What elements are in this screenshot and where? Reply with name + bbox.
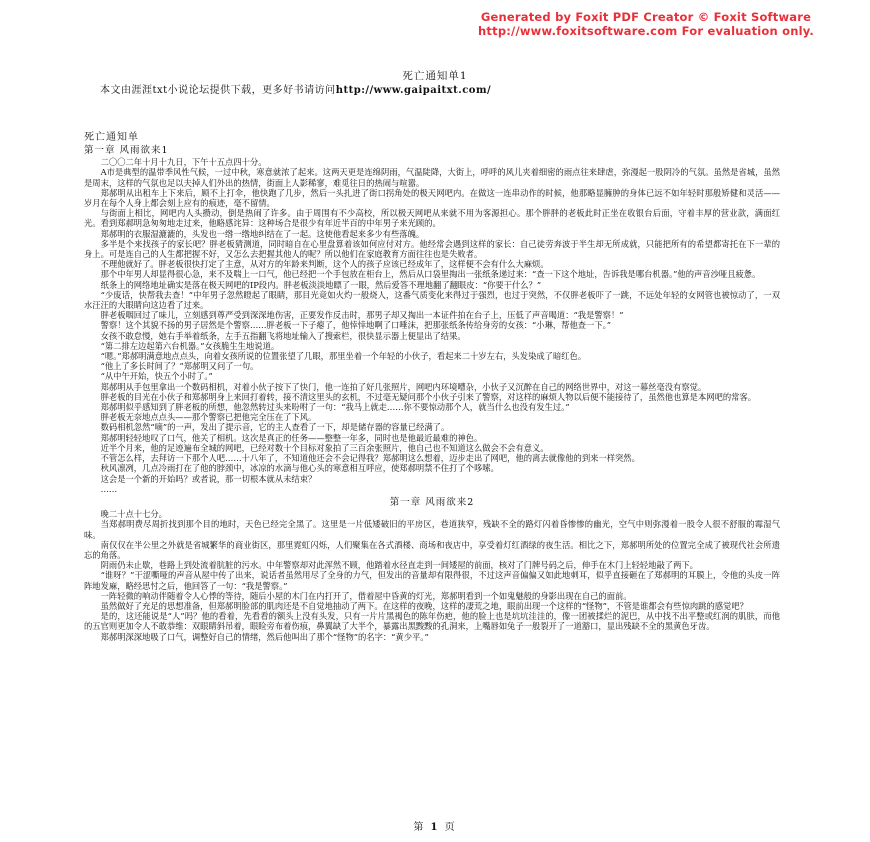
source-url-link[interactable]: http://www.gaipaitxt.com/ (335, 85, 492, 96)
paragraph: 郑郝明从手包里拿出一个数码相机，对着小伙子按下了快门，他一连拍了好几张照片，网吧内环境嘈杂，小伙子又沉醉在自己的网络世界中，对这一幕丝毫没有察觉。 (100, 381, 707, 392)
paragraph: 胖老板无奈地点点头——那个警察已把他完全压在了下风。 (100, 412, 317, 423)
paragraph: “嗯。”郑郝明满意地点点头，向着女孩所说的位置张望了几眼，那里坐着一个年轻的小伙子，看起来二十岁左右，头发染成了暗红色。 (100, 351, 587, 362)
paragraph: 不理他就好了。胖老板很快打定了主意，从对方的年龄来判断，这个人的孩子应该已经成年了，这样便不会有什么大麻烦。 (100, 259, 549, 270)
paragraph: …… (100, 483, 118, 494)
paragraph: 是的，这还能说是“人”吗？他的看着，先看看的额头上没有头发，只有一片片黑褐色的陈年伤疤，他的脸上也是坑坑洼洼的，像一团被揉烂的泥巴，从中找不出平整或红润的肌肤，而他的五官则更加令人不敢恭维：双眼睛斜吊着，眼睑旁布着伤痕，鼻翼缺了大半个，暴露出黑黢黢的孔洞来，上嘴唇如兔子一般裂开了一道豁口，显出残缺不全的黑黄色牙齿。 (84, 611, 780, 632)
paragraph: 二〇〇二年十月十九日，下午十五点四十分。 (100, 157, 267, 168)
page-label-suffix: 页 (444, 822, 457, 833)
paragraph: 数码相机忽然“嘀”的一声，发出了提示音，它的主人查看了一下，却是储存器的容量已经满了。 (100, 422, 450, 433)
paragraph: “少废话，快帮我去查！”中年男子忽然瞪起了眼睛，那目光竟如火灼一般烧人，这番气质变化来得过于强烈，也过于突然，不仅胖老板吓了一跳，不远处年轻的女网管也被惊动了，一双水汪汪的大眼睛向这边看了过来。 (84, 289, 780, 311)
watermark-line-2: http://www.foxitsoftware.com For evaluation only. (478, 24, 814, 38)
paragraph: “谁呀？”干涩嘶哑的声音从屋中传了出来，说话者虽然用尽了全身的力气，但发出的音量却有限得很，不过这声音偏偏又如此地刺耳，似乎直接砸在了郑郝明的耳膜上，令他的头皮一阵阵地发麻，略经思忖之后，他回答了一句：“我是警察。” (84, 570, 780, 591)
paragraph: 那个中年男人却显得很心急，来不及喘上一口气，他已经把一个手包放在柜台上，然后从口袋里掏出一张纸条递过来：“查一下这个地址，告诉我是哪台机器。”他的声音沙哑且疲惫。 (100, 269, 761, 280)
paragraph: 阴雨仍未止歇，巷路上到处流着肮脏的污水。中年警察却对此浑然不顾，他踏着水径直走到一间矮屋的前面，核对了门牌号码之后，伸手在木门上轻轻地敲了两下。 (100, 560, 698, 571)
paragraph: 南仅仅在半公里之外就是省城繁华的商业街区，那里霓虹闪烁，人们聚集在各式酒楼、商场和夜店中，享受着灯红酒绿的夜生活。相比之下，郑郝明所处的位置完全成了被现代社会所遗忘的角落。 (84, 539, 780, 560)
paragraph: 郑郝明的衣服湿漉漉的，头发也一绺一绺地纠结在了一起。这使他看起来多少有些落魄。 (100, 228, 425, 239)
paragraph: 不管怎么样，去拜访一下那个人吧……十八年了，不知道他还会不会记得我？郑郝明这么想着，迈步走出了网吧，他的离去就像他的到来一样突然。 (100, 453, 640, 464)
chapter-1-text (84, 157, 780, 494)
paragraph: 当郑郝明费尽周折找到那个目的地时，天色已经完全黑了。这里是一片低矮破旧的平房区，巷道狭窄，残缺不全的路灯闪着昏惨惨的幽光，空气中则弥漫着一股令人很不舒服的霉湿气味。 (84, 519, 780, 540)
paragraph: 近半个月来，他的足迹遍布全城的网吧，已经对数十个目标对象拍了三百余张照片，他自己也不知道这么做会不会有意义。 (100, 442, 549, 453)
paragraph: 郑郝明轻轻地叹了口气，他关了相机。这次是真正的任务——整整一年多，同时也是他最近最难的神色。 (100, 432, 483, 443)
document-title: 死亡通知单1 (402, 70, 468, 82)
paragraph: 郑郝明深深地吸了口气，调整好自己的情绪，然后他叫出了那个“怪物”的名字：“黄少平。” (100, 631, 429, 642)
paragraph: 郑郝明从出租车上下来后，顾不上打伞，他快跑了几步，然后一头扎进了街口拐角处的极天网吧内。在做这一连串动作的时候，他那略显臃肿的身体已远不如年轻时那般矫健和灵活——岁月在每个人身上都会刻上应有的痕迹，毫不留情。 (84, 187, 780, 209)
paragraph: 秋风凛冽，几点冷雨打在了他的脖颈中，冰凉的水滴与他心头的寒意相互呼应，使郑郝明禁不住打了个哆嗦。 (100, 463, 499, 474)
source-prefix: 本文由涯涯txt小说论坛提供下载，更多好书请访问 (100, 85, 336, 96)
section-title: 死亡通知单 (84, 132, 139, 143)
document-body (84, 146, 780, 642)
page-footer (0, 818, 870, 833)
paragraph: 纸条上的网络地址确实是落在极天网吧的IP段内。胖老板淡淡地瞟了一眼，然后爱答不理地翻了翻眼皮：“你要干什么？” (100, 279, 542, 290)
paragraph: 晚二十点十七分。 (100, 509, 167, 520)
paragraph: “从中午开始，快五个小时了。” (100, 371, 213, 382)
paragraph: “他上了多长时间了？”郑郝明又问了一句。 (100, 361, 259, 372)
paragraph: 这会是一个新的开始吗？或者说，那一切根本就从未结束？ (100, 473, 317, 484)
paragraph: 一阵轻微的响动伴随着令人心悸的等待，随后小屋的木门在内打开了，借着屋中昏黄的灯光，郑郝明看到一个如鬼魅般的身影出现在自己的面前。 (100, 590, 632, 601)
paragraph: “第二排左边起第六台机器。”女孩脆生生地说道。 (100, 340, 280, 351)
paragraph: 警察！这个其貌不扬的男子居然是个警察……胖老板一下子瘪了，他悻悻地啊了口唾沫，把那张纸条传给身旁的女孩：“小琳，帮他查一下。” (100, 320, 612, 331)
page-label-prefix: 第 (413, 822, 426, 833)
paragraph: 胖老板咽回过了味儿，立刻感到尊严受到深深地伤害，正要发作反击时，那男子却又掏出一本证件拍在台子上，压低了声音喝道：“我是警察！” (100, 310, 624, 321)
paragraph: 虽然做好了充足的思想准备，但郑郝明脸部的肌肉还是不自觉地抽动了两下。在这样的夜晚，这样的凄荒之地，眼前出现一个这样的“怪物”，不管是谁都会有些惊肉跳的感觉吧？ (100, 600, 748, 611)
paragraph: 胖老板的目光在小伙子和郑郝明身上来回打着转，接不清这里头的玄机，不过毫无疑问那个小伙子引来了警察，对这样的麻烦人物以后便不能接待了，虽然他也算是本网吧的常客。 (100, 391, 757, 402)
chapter-2-text (84, 509, 780, 642)
paragraph: 女孩不敢怠慢，她右手举着纸条，左手五指翻飞将地址输入了搜索栏，很快显示器上便显出了结果。 (100, 330, 466, 341)
chapter-2-heading: 第一章 风雨欲来2 (389, 496, 475, 508)
foxit-watermark (436, 10, 856, 38)
chapter-1-heading: 第一章 风雨欲来1 (84, 145, 169, 156)
watermark-line-1: Generated by Foxit PDF Creator © Foxit Software (480, 10, 812, 24)
paragraph: 郑郝明似乎感知到了胖老板的所想，他忽然转过头来吩咐了一句：“我马上就走……你不要惊动那个人，就当什么也没有发生过。” (100, 402, 570, 413)
document-source-line (100, 84, 491, 97)
paragraph: 多半是个来找孩子的家长吧？胖老板猜测道，同时暗自在心里盘算着该如何应付对方。他经常会遇到这样的家长：自己徒劳奔波于半生却无所成就，只能把所有的希望都寄托在下一辈的身上。可是连自己的人生都把握不好，又怎么去把握其他人的呢？所以他们在家庭教育方面往往也是失败者。 (84, 238, 780, 260)
paragraph: 与街面上相比，网吧内人头攒动，倒是热闹了许多。由于周围有不少高校，所以极天网吧从来就不用为客源担心。那个胖胖的老板此时正坐在收银台后面，守着丰厚的营业款，满面红光。看到郑郝明急匆匆地走过来，他略感诧异：这种场合是很少有年近半百的中年男子来光顾的。 (84, 208, 780, 229)
paragraph: A市是典型的温带季风性气候，一过中秋，寒意就浓了起来。这两天更是连绵阴雨，气温陡降，大街上，呼呼的风儿夹着细密的雨点往来肆虐，弥漫起一股阴冷的气氛。虽然是省城，虽然是周末，这样的气氛也足以夫掉人们外出的热情，街面上人影稀寥，难觅往日的热闹与喧嚣。 (84, 167, 780, 188)
page-number: 1 (430, 822, 440, 833)
